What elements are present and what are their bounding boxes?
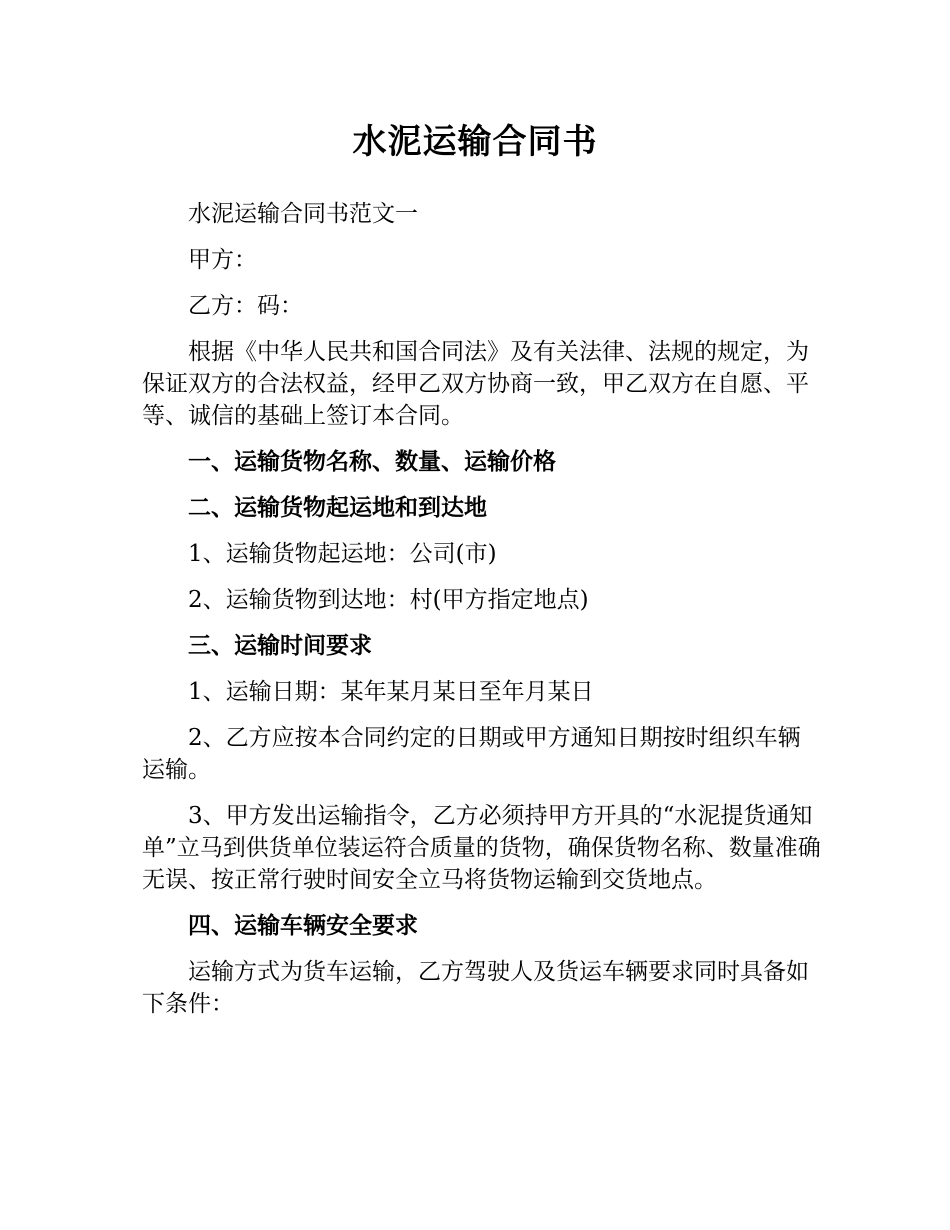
section-heading-1: 一、运输货物名称、数量、运输价格 [188, 449, 556, 475]
paragraph-origin: 1、运输货物起运地：公司(市) [188, 541, 497, 567]
section-heading-2: 二、运输货物起运地和到达地 [188, 495, 487, 521]
document-body [142, 198, 822, 1034]
section-heading-3: 三、运输时间要求 [188, 633, 372, 659]
paragraph-preamble: 根据《中华人民共和国合同法》及有关法律、法规的规定，为保证双方的合法权益，经甲乙双方协商一致，甲乙双方在自愿、平等、诚信的基础上签订本合同。 [142, 339, 809, 429]
paragraph-vehicle-arrangement: 2、乙方应按本合同约定的日期或甲方通知日期按时组织车辆运输。 [142, 725, 801, 783]
paragraph-party-a: 甲方： [188, 247, 257, 273]
paragraph-transport-instruction: 3、甲方发出运输指令，乙方必须持甲方开具的“水泥提货通知单”立马到供货单位装运符合质量的货物，确保货物名称、数量准确无误、按正常行驶时间安全立马将货物运输到交货地点。 [142, 803, 821, 893]
paragraph-transport-date: 1、运输日期：某年某月某日至年月某日 [188, 679, 594, 705]
paragraph-subtitle: 水泥运输合同书范文一 [188, 201, 418, 227]
paragraph-transport-method: 运输方式为货车运输，乙方驾驶人及货运车辆要求同时具备如下条件： [142, 959, 809, 1017]
paragraph-party-b: 乙方：码： [188, 293, 303, 319]
paragraph-destination: 2、运输货物到达地：村(甲方指定地点) [188, 587, 589, 613]
section-heading-4: 四、运输车辆安全要求 [188, 913, 418, 939]
document-title: 水泥运输合同书 [352, 122, 598, 162]
